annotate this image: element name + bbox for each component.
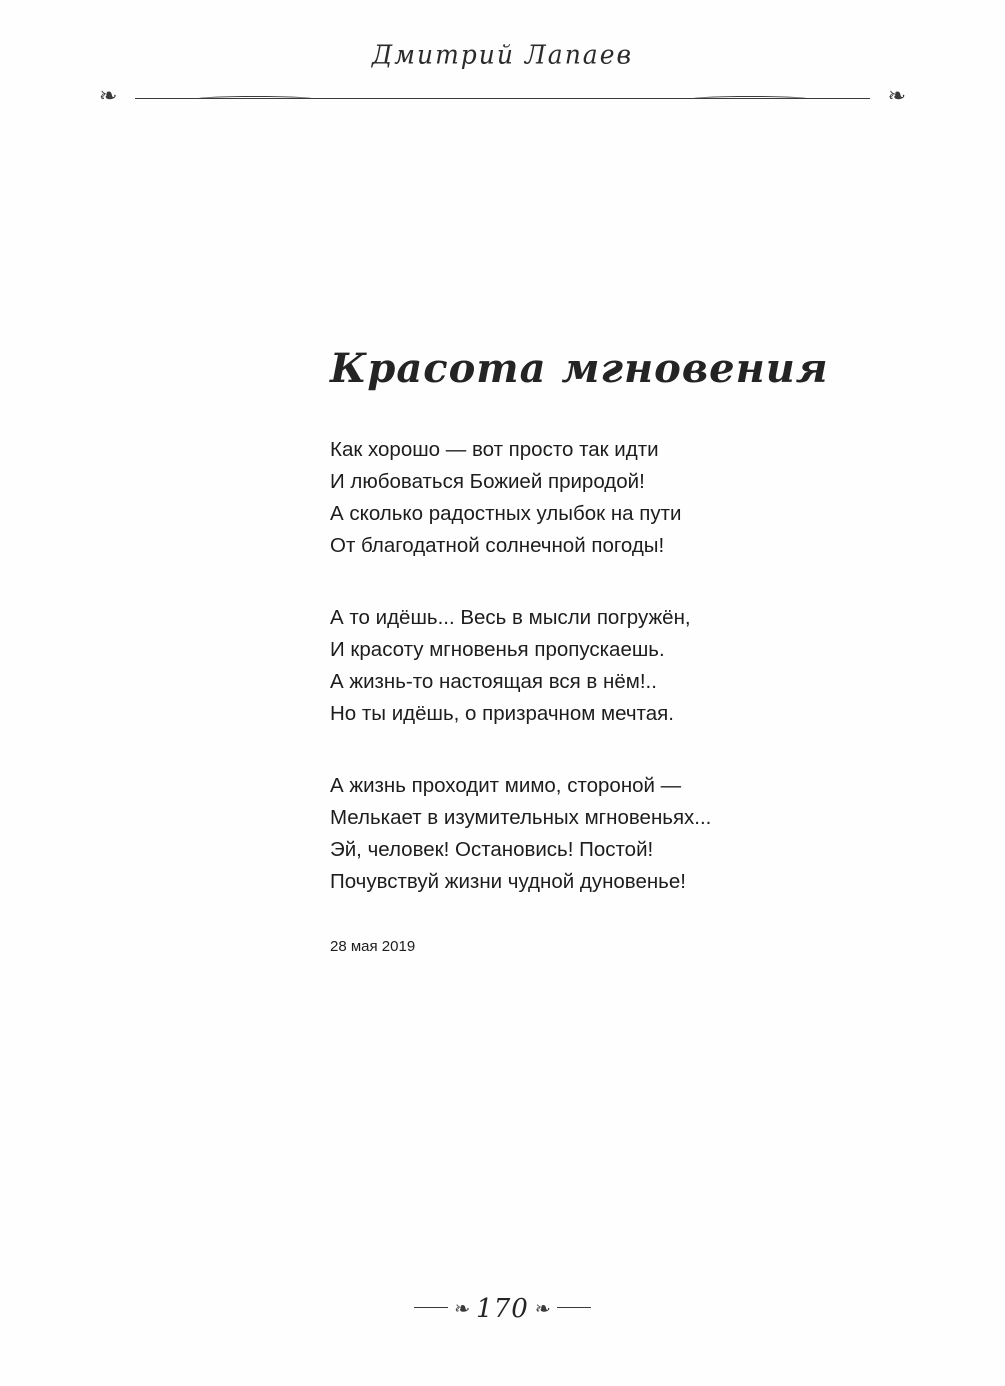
poem-line: Но ты идёшь, о призрачном мечтая. (330, 702, 674, 725)
footer-swirl-right-icon: ❧ (534, 1298, 551, 1320)
poem-line: А жизнь проходит мимо, стороной — (330, 774, 682, 797)
footer-swirl-left-icon: ❧ (454, 1298, 471, 1320)
poem-line: Как хорошо — вот просто так идти (330, 438, 659, 461)
footer-rule-right (557, 1307, 591, 1308)
page-footer (0, 1294, 1005, 1324)
stanza (330, 602, 930, 730)
poem-line: Эй, человек! Остановись! Постой! (330, 838, 654, 861)
poem-line: Почувствуй жизни чудной дуновенье! (330, 870, 686, 893)
stanza (330, 434, 930, 562)
running-head-author: Дмитрий Лапаев (371, 39, 634, 70)
poem-title: Красота мгновения (330, 345, 829, 392)
poem-line: И любоваться Божией природой! (330, 470, 645, 493)
poem-date: 28 мая 2019 (330, 938, 416, 955)
poem-line: И красоту мгновенья пропускаешь. (330, 638, 665, 661)
running-head (0, 40, 1005, 69)
poem-line: А то идёшь... Весь в мысли погружён, (330, 606, 691, 629)
flourish-right-icon: ❧ (887, 84, 906, 109)
flourish-left-icon: ❧ (99, 84, 118, 109)
header-divider-line (135, 98, 870, 99)
footer-rule-left (414, 1307, 448, 1308)
page-number: 170 (476, 1294, 529, 1324)
poem-line: А сколько радостных улыбок на пути (330, 502, 682, 525)
poem-line: Мелькает в изумительных мгновеньях... (330, 806, 712, 829)
poem-line: А жизнь-то настоящая вся в нём!.. (330, 670, 657, 693)
stanza (330, 770, 930, 898)
poem-block (330, 345, 930, 955)
poem-line: От благодатной солнечной погоды! (330, 534, 665, 557)
header-rule-ornament (95, 84, 910, 110)
